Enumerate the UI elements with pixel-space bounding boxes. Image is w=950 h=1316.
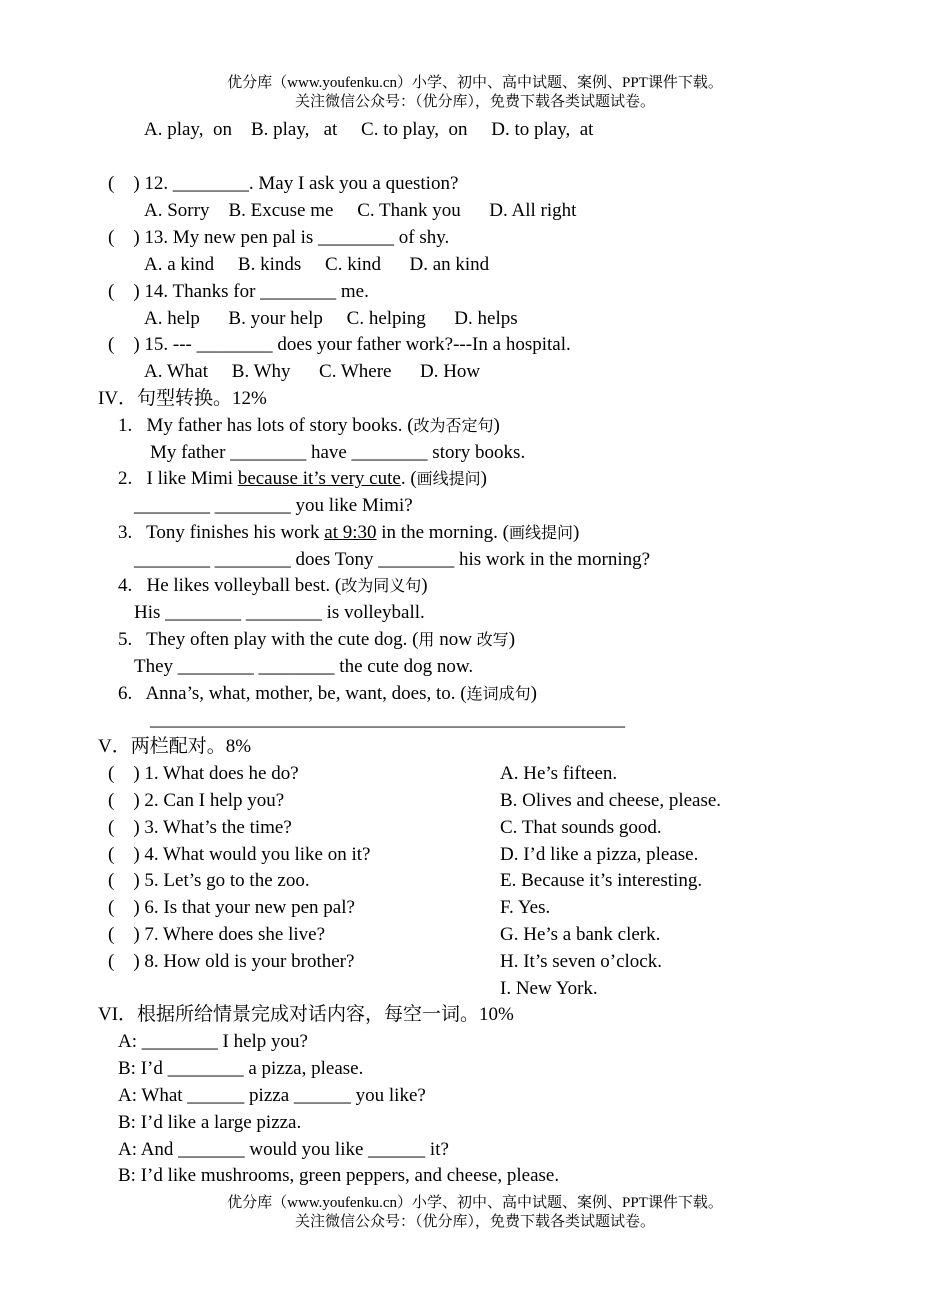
footer-line-2: 关注微信公众号：（优分库），免费下载各类试题试卷。 xyxy=(294,1214,655,1230)
s4-item-1-answer: My father ________ have ________ story books. xyxy=(150,442,526,463)
q15-options: A. What B. Why C. Where D. How xyxy=(144,361,481,382)
s4-item-4-answer: His ________ ________ is volleyball. xyxy=(134,602,425,623)
dialogue-line: B: I’d like a large pizza. xyxy=(118,1112,302,1133)
header-line-1: 优分库（www.youfenku.cn）小学、初中、高中试题、案例、PPT课件下载。 xyxy=(227,75,723,91)
s4-item-1: 1. My father has lots of story books. (改为否定句) xyxy=(118,415,500,436)
match-answer: C. That sounds good. xyxy=(500,817,662,838)
match-question: ( ) 3. What’s the time? xyxy=(108,817,292,838)
match-question: ( ) 5. Let’s go to the zoo. xyxy=(108,870,310,891)
section-4-title: IV．句型转换。12% xyxy=(98,388,267,409)
match-question: ( ) 1. What does he do? xyxy=(108,763,299,784)
s4-item-2: 2. I like Mimi because it’s very cute. (画线提问) xyxy=(118,468,487,489)
dialogue-line: B: I’d ________ a pizza, please. xyxy=(118,1058,364,1079)
dialogue-line: A: ________ I help you? xyxy=(118,1031,308,1052)
s4-item-5-answer: They ________ ________ the cute dog now. xyxy=(134,656,474,677)
match-question: ( ) 2. Can I help you? xyxy=(108,790,285,811)
s4-item-3: 3. Tony finishes his work at 9:30 in the morning. (画线提问) xyxy=(118,522,580,543)
s4-item-6: 6. Anna’s, what, mother, be, want, does, to. (连词成句) xyxy=(118,683,537,704)
q14-options: A. help B. your help C. helping D. helps xyxy=(144,308,518,329)
s4-item-6-answer: __________________________________________________ xyxy=(150,709,625,730)
dialogue-line: A: And _______ would you like ______ it? xyxy=(118,1139,449,1160)
match-question: ( ) 8. How old is your brother? xyxy=(108,951,355,972)
match-answer: A. He’s fifteen. xyxy=(500,763,618,784)
dialogue-line: B: I’d like mushrooms, green peppers, and cheese, please. xyxy=(118,1165,560,1186)
match-answer: E. Because it’s interesting. xyxy=(500,870,703,891)
q15-stem: ( ) 15. --- ________ does your father work?---In a hospital. xyxy=(108,334,571,355)
s4-item-3-answer: ________ ________ does Tony ________ his work in the morning? xyxy=(134,549,651,570)
match-answer: G. He’s a bank clerk. xyxy=(500,924,661,945)
s4-item-4: 4. He likes volleyball best. (改为同义句) xyxy=(118,575,428,596)
q12-stem: ( ) 12. ________. May I ask you a question? xyxy=(108,173,459,194)
match-question: ( ) 6. Is that your new pen pal? xyxy=(108,897,355,918)
match-question: ( ) 4. What would you like on it? xyxy=(108,844,371,865)
q12-options: A. Sorry B. Excuse me C. Thank you D. All right xyxy=(144,200,577,221)
s4-item-2-answer: ________ ________ you like Mimi? xyxy=(134,495,413,516)
section-6-title: VI．根据所给情景完成对话内容，每空一词。10% xyxy=(98,1004,514,1025)
match-answer: H. It’s seven o’clock. xyxy=(500,951,662,972)
q14-stem: ( ) 14. Thanks for ________ me. xyxy=(108,281,369,302)
match-answer: F. Yes. xyxy=(500,897,551,918)
footer-line-1: 优分库（www.youfenku.cn）小学、初中、高中试题、案例、PPT课件下载。 xyxy=(227,1195,723,1211)
q13-stem: ( ) 13. My new pen pal is ________ of shy. xyxy=(108,227,450,248)
section-5-title: V．两栏配对。8% xyxy=(98,736,252,757)
match-answer: B. Olives and cheese, please. xyxy=(500,790,722,811)
dialogue-line: A: What ______ pizza ______ you like? xyxy=(118,1085,426,1106)
q13-options: A. a kind B. kinds C. kind D. an kind xyxy=(144,254,490,275)
header-line-2: 关注微信公众号：（优分库），免费下载各类试题试卷。 xyxy=(294,94,655,110)
s4-item-5: 5. They often play with the cute dog. (用 now 改写) xyxy=(118,629,516,650)
q11-options: A. play, on B. play, at C. to play, on D. to play, at xyxy=(144,119,594,140)
match-answer: I. New York. xyxy=(500,978,598,999)
match-answer: D. I’d like a pizza, please. xyxy=(500,844,699,865)
match-question: ( ) 7. Where does she live? xyxy=(108,924,326,945)
